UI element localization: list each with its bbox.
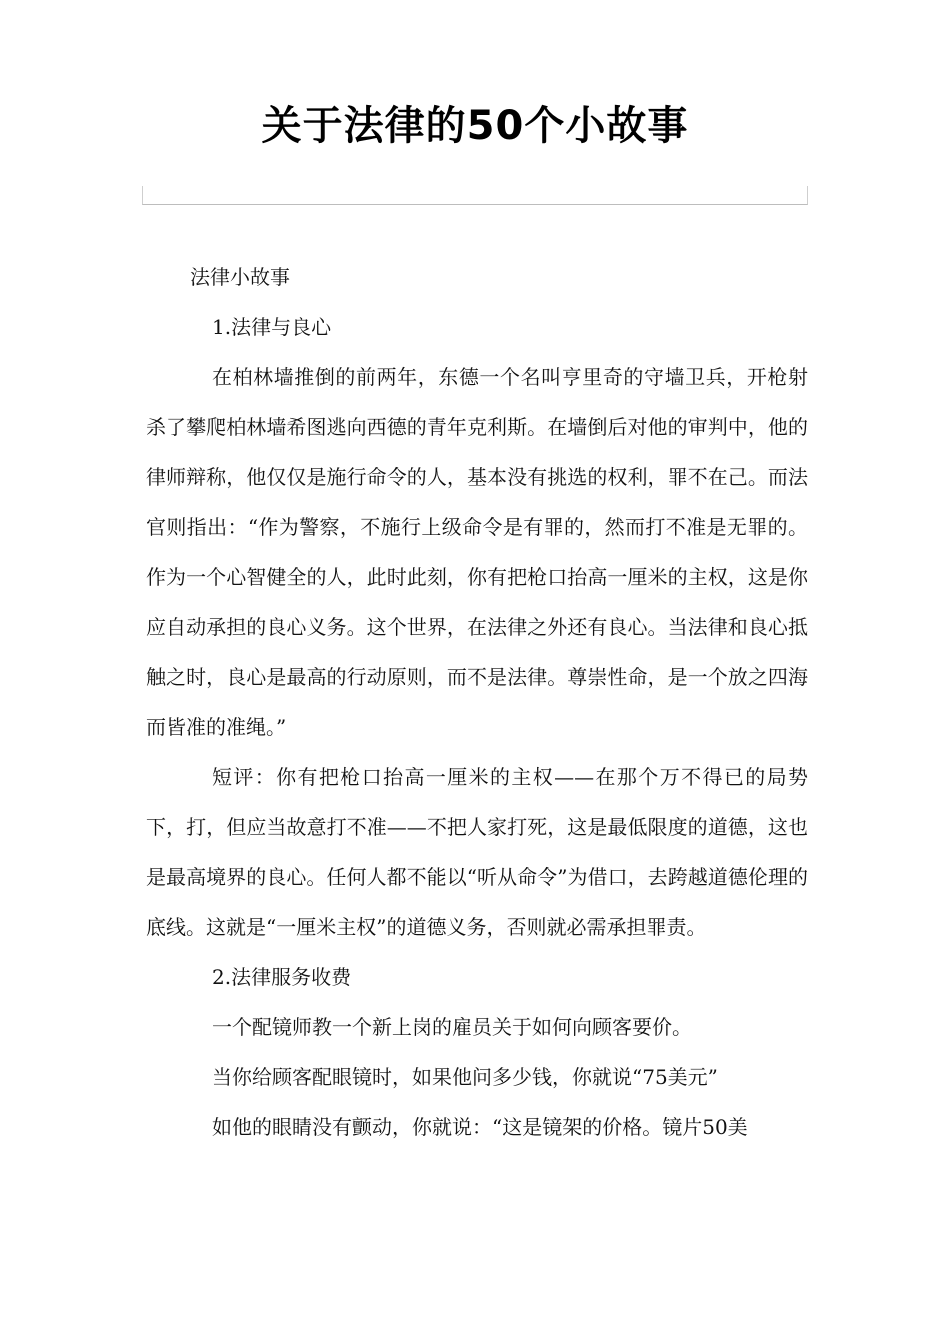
section-heading: 法律小故事 bbox=[190, 265, 290, 289]
document-body bbox=[146, 252, 808, 1152]
story-2-paragraph-2: 当你给顾客配眼镜时，如果他问多少钱，你就说“75美元” bbox=[212, 1065, 718, 1089]
story-1-paragraph-2: 短评：你有把枪口抬高一厘米的主权——在那个万不得已的局势下，打，但应当故意打不准——不把人家打死，这是最低限度的道德，这也是最高境界的良心。任何人都不能以“听从命令”为借口，去跨越道德伦理的底线。这就是“一厘米主权”的道德义务，否则就必需承担罪责。 bbox=[146, 765, 808, 939]
header-divider bbox=[142, 186, 808, 205]
story-1-paragraph-1: 在柏林墙推倒的前两年，东德一个名叫亨里奇的守墙卫兵，开枪射杀了攀爬柏林墙希图逃向西德的青年克利斯。在墙倒后对他的审判中，他的律师辩称，他仅仅是施行命令的人，基本没有挑选的权利，罪不在己。而法官则指出：“作为警察，不施行上级命令是有罪的，然而打不准是无罪的。作为一个心智健全的人，此时此刻，你有把枪口抬高一厘米的主权，这是你应自动承担的良心义务。这个世界，在法律之外还有良心。当法律和良心抵触之时，良心是最高的行动原则，而不是法律。尊崇性命，是一个放之四海而皆准的准绳。” bbox=[146, 365, 808, 739]
story-1-title: 1.法律与良心 bbox=[212, 315, 332, 339]
document-title: 关于法律的50个小故事 bbox=[261, 103, 689, 149]
story-2-title: 2.法律服务收费 bbox=[212, 965, 352, 989]
story-2-paragraph-3: 如他的眼睛没有颤动，你就说：“这是镜架的价格。镜片50美 bbox=[212, 1115, 748, 1139]
story-2-paragraph-1: 一个配镜师教一个新上岗的雇员关于如何向顾客要价。 bbox=[212, 1015, 692, 1039]
